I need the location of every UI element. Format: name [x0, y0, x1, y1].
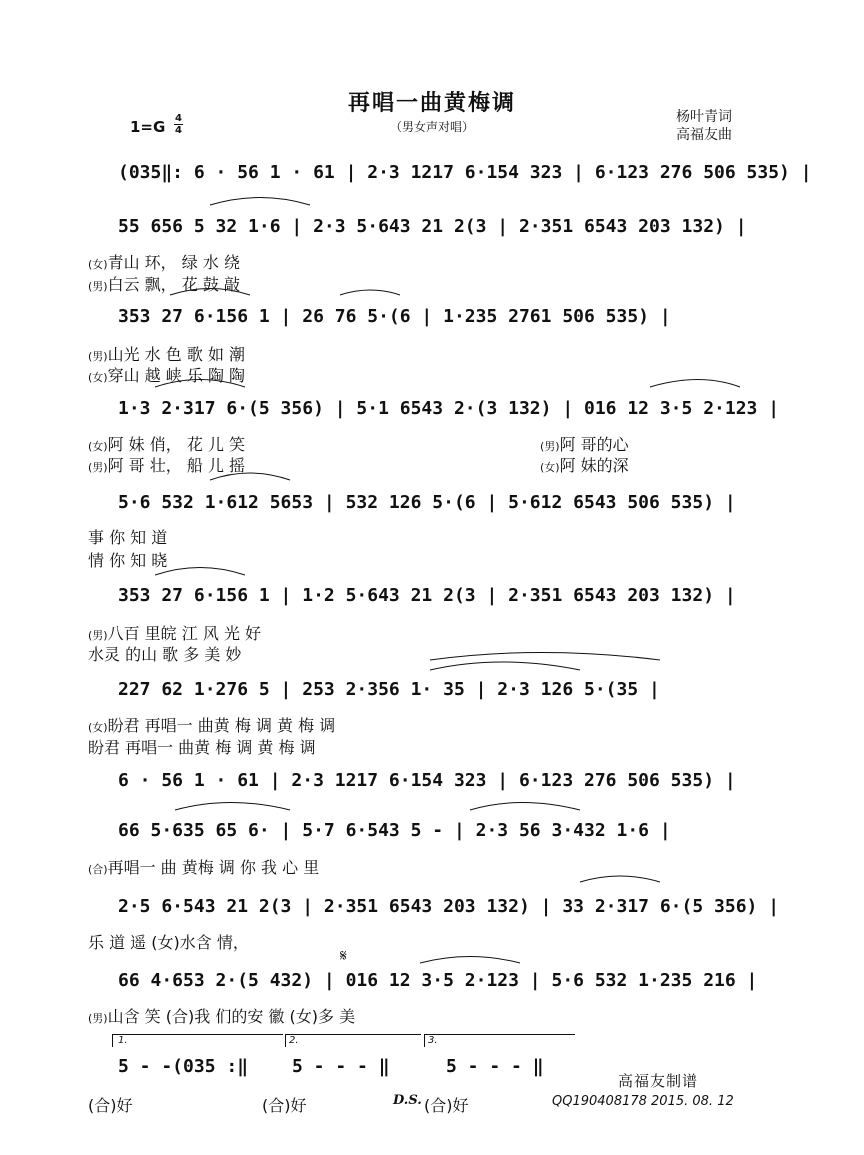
lyric-text: 盼君 再唱一 曲黄 梅 调 黄 梅 调	[88, 738, 316, 757]
segno-sign: 𝄋	[340, 946, 347, 965]
score-line-notes: 2·5 6·543 21 2(3 | 2·351 6543 203 132) | 33 2·317 6·(5 356) |	[118, 896, 780, 917]
ending-3-lyric: (合)好	[424, 1096, 469, 1115]
lyric-text: 山含 笑 (合)我 们的安 徽 (女)多 美	[107, 1007, 356, 1026]
lyric-text: 盼君 再唱一 曲黄 梅 调 黄 梅 调	[107, 716, 336, 735]
ending-1-lyric: (合)好	[88, 1096, 133, 1115]
ending-1-notes: 5 - -(035 :‖	[118, 1056, 249, 1077]
voice-role: (男)	[88, 629, 108, 642]
key-signature: 1=G	[130, 118, 166, 136]
score-line-notes: 66 4·653 2·(5 432) | 016 12 3·5 2·123 | 5·6 532 1·235 216 |	[118, 970, 758, 991]
song-title: 再唱一曲黄梅调	[347, 91, 516, 116]
score-line-notes: (035‖: 6 · 56 1 · 61 | 2·3 1217 6·154 323 | 6·123 276 506 535) |	[118, 162, 812, 183]
lyric-text: 穿山 越 峡 乐 陶 陶	[107, 366, 246, 385]
voice-role: (合)	[88, 863, 108, 876]
arranger-credit: 高福友制谱	[618, 1072, 699, 1090]
lyric-text: 山光 水 色 歌 如 潮	[107, 345, 246, 364]
lyricist-credit: 杨叶青词	[676, 109, 732, 125]
score-line-notes: 227 62 1·276 5 | 253 2·356 1· 35 | 2·3 126 5·(35 |	[118, 679, 660, 700]
score-line-notes: 6 · 56 1 · 61 | 2·3 1217 6·154 323 | 6·123 276 506 535) |	[118, 770, 736, 791]
song-subtitle: （男女声对唱）	[389, 120, 474, 134]
score-line-notes: 5·6 532 1·612 5653 | 532 126 5·(6 | 5·612 6543 506 535) |	[118, 492, 736, 513]
lyric-text: 阿 妹 俏， 花 儿 笑	[107, 435, 246, 454]
score-line-notes: 66 5·635 65 6· | 5·7 6·543 5 - | 2·3 56 3·432 1·6 |	[118, 820, 671, 841]
lyric-text: 情 你 知 晓	[88, 551, 168, 570]
ending-2-notes: 5 - - - ‖	[292, 1056, 390, 1077]
volta-label-3: 3.	[428, 1035, 438, 1046]
voice-role: (女)	[88, 258, 108, 271]
lyric-line-extra: (男)阿 哥的心	[540, 435, 629, 454]
voice-role: (男)	[88, 280, 108, 293]
lyric-text: 青山 环， 绿 水 绕	[107, 253, 240, 272]
lyric-text: 再唱一 曲 黄梅 调 你 我 心 里	[107, 858, 320, 877]
lyric-text: 乐 道 遥 (女)水含 情，	[88, 933, 249, 952]
id-date: QQ190408178 2015. 08. 12	[552, 1094, 734, 1109]
voice-role: (女)	[88, 440, 108, 453]
volta-label-2: 2.	[289, 1035, 299, 1046]
voice-role: (男)	[88, 1012, 108, 1025]
voice-role: (女)	[88, 371, 108, 384]
lyric-text: 八百 里皖 江 风 光 好	[107, 624, 262, 643]
score-line-notes: 1·3 2·317 6·(5 356) | 5·1 6543 2·(3 132) | 016 12 3·5 2·123 |	[118, 398, 780, 419]
score-line-notes: 353 27 6·156 1 | 1·2 5·643 21 2(3 | 2·351 6543 203 132) |	[118, 585, 736, 606]
lyric-text: 阿 哥 壮， 船 儿 摇	[107, 456, 246, 475]
meter-bottom: 4	[175, 125, 182, 136]
ending-3-notes: 5 - - - ‖	[446, 1056, 544, 1077]
lyric-line-extra: (女)阿 妹的深	[540, 456, 629, 475]
voice-role: (男)	[88, 350, 108, 363]
ds-marker: D.S.	[393, 1093, 422, 1108]
voice-role: (女)	[88, 721, 108, 734]
lyric-text: 事 你 知 道	[88, 528, 168, 547]
score-line-notes: 55 656 5 32 1·6 | 2·3 5·643 21 2(3 | 2·351 6543 203 132) |	[118, 216, 747, 237]
volta-label-1: 1.	[118, 1035, 128, 1046]
composer-credit: 高福友曲	[676, 127, 732, 143]
lyric-text: 水灵 的山 歌 多 美 妙	[88, 645, 242, 664]
score-line-notes: 353 27 6·156 1 | 26 76 5·(6 | 1·235 2761 506 535) |	[118, 306, 671, 327]
lyric-text: 白云 飘， 花 鼓 敲	[107, 275, 240, 294]
meter-top: 4	[175, 113, 182, 124]
ending-2-lyric: (合)好	[262, 1096, 307, 1115]
voice-role: (男)	[88, 461, 108, 474]
